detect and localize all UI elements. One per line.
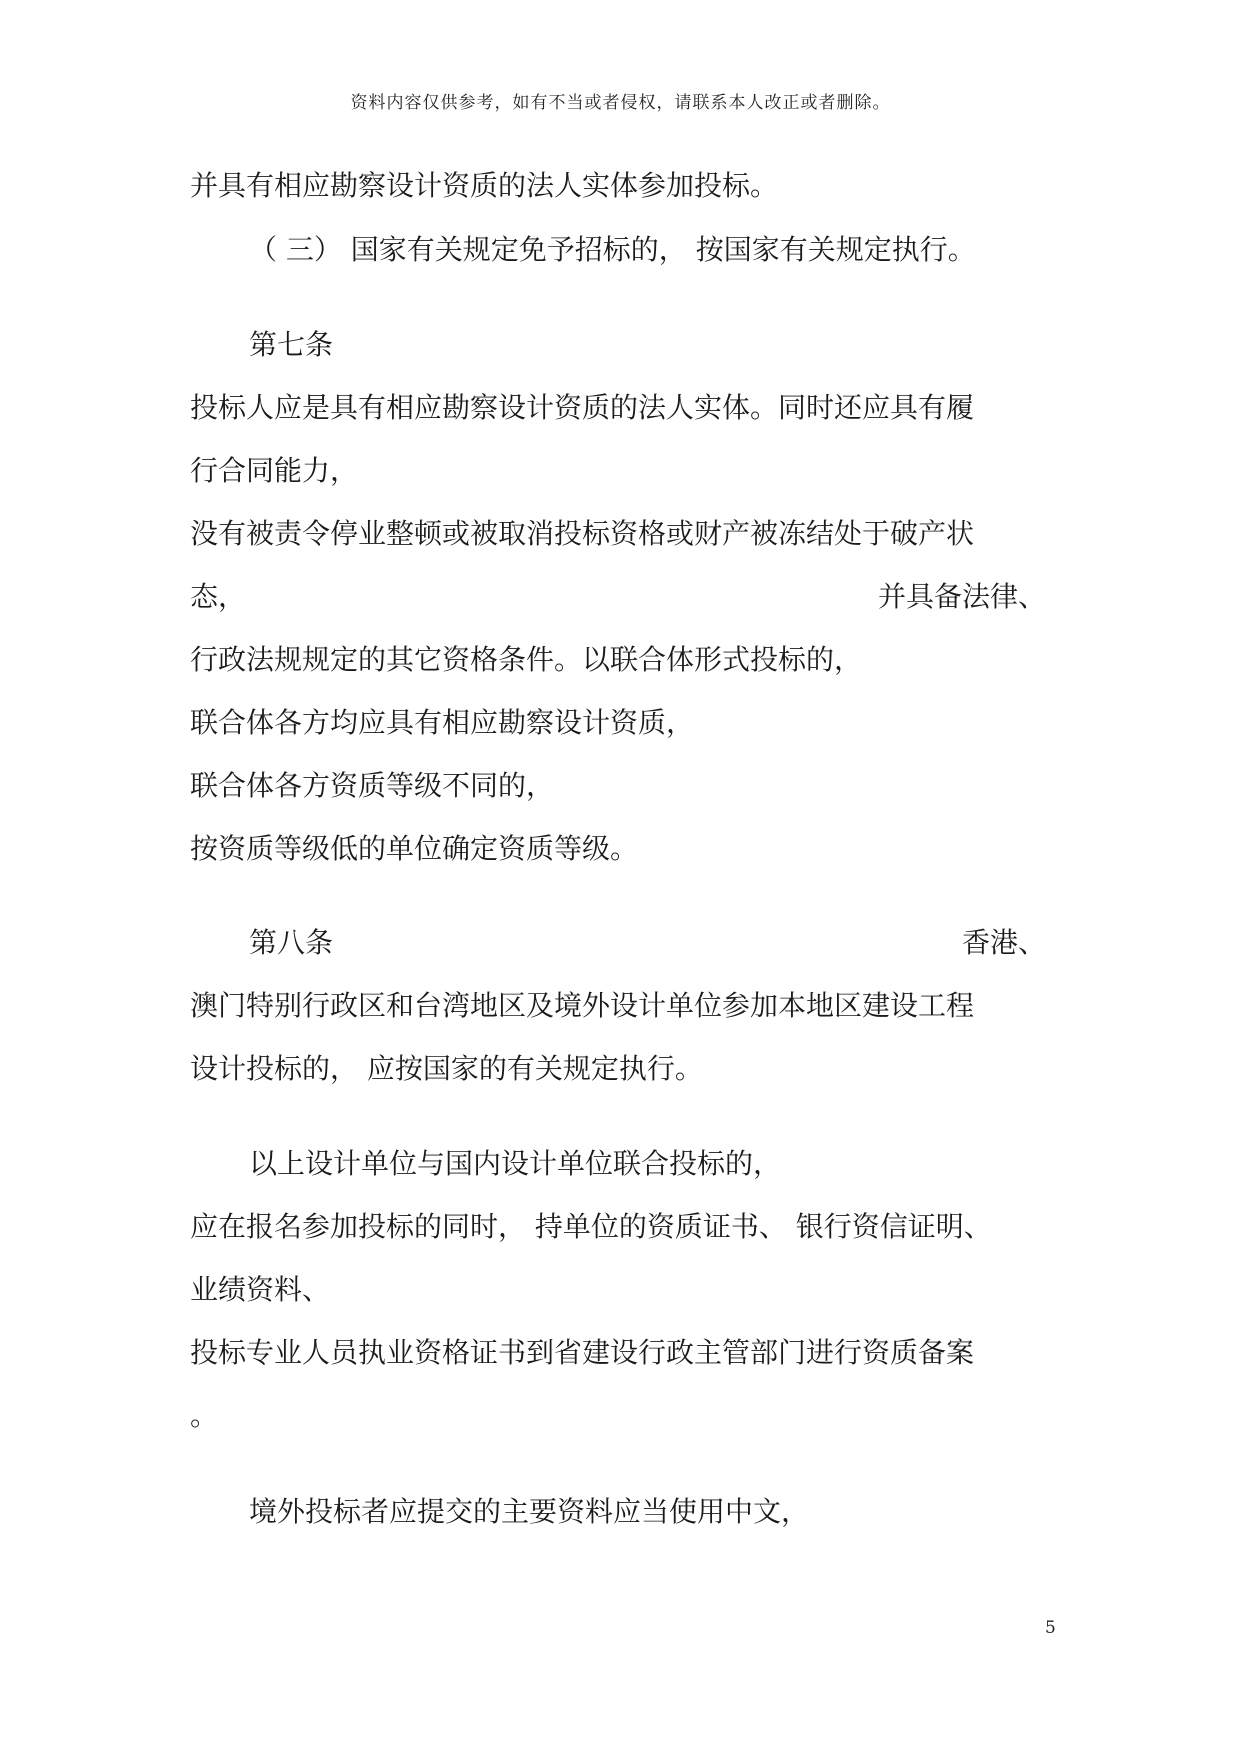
page-number: 5 <box>1045 1618 1056 1638</box>
body-line: （ 三） 国家有关规定免予招标的， 按国家有关规定执行。 <box>249 233 976 266</box>
body-line: 投标人应是具有相应勘察设计资质的法人实体。同时还应具有履 <box>190 391 975 424</box>
body-line: 行合同能力， <box>190 454 359 487</box>
body-line: 。 <box>190 1399 219 1432</box>
body-line-left: 态， <box>190 580 247 613</box>
body-line: 设计投标的， 应按国家的有关规定执行。 <box>190 1052 703 1085</box>
article-heading: 第七条 <box>249 328 334 361</box>
body-line: 业绩资料、 <box>190 1273 331 1306</box>
article-heading-label: 第八条 <box>249 926 334 959</box>
article-heading <box>249 925 1046 961</box>
body-line: 以上设计单位与国内设计单位联合投标的， <box>249 1147 782 1180</box>
body-line: 联合体各方均应具有相应勘察设计资质， <box>190 706 695 739</box>
body-line: 应在报名参加投标的同时， 持单位的资质证书、 银行资信证明、 <box>190 1210 992 1243</box>
body-line <box>190 579 1046 615</box>
body-line-right: 并具备法律、 <box>877 580 1046 613</box>
body-line-right: 香港、 <box>961 926 1046 959</box>
page-header-disclaimer: 资料内容仅供参考，如有不当或者侵权，请联系本人改正或者删除。 <box>350 93 891 113</box>
body-line: 投标专业人员执业资格证书到省建设行政主管部门进行资质备案 <box>190 1336 975 1369</box>
body-line: 按资质等级低的单位确定资质等级。 <box>190 832 639 865</box>
body-line: 境外投标者应提交的主要资料应当使用中文， <box>249 1495 810 1528</box>
body-line: 没有被责令停业整顿或被取消投标资格或财产被冻结处于破产状 <box>190 517 975 550</box>
body-line: 行政法规规定的其它资格条件。以联合体形式投标的， <box>190 643 863 676</box>
body-line: 并具有相应勘察设计资质的法人实体参加投标。 <box>190 169 779 202</box>
body-line: 联合体各方资质等级不同的， <box>190 769 555 802</box>
body-line: 澳门特别行政区和台湾地区及境外设计单位参加本地区建设工程 <box>190 989 975 1022</box>
